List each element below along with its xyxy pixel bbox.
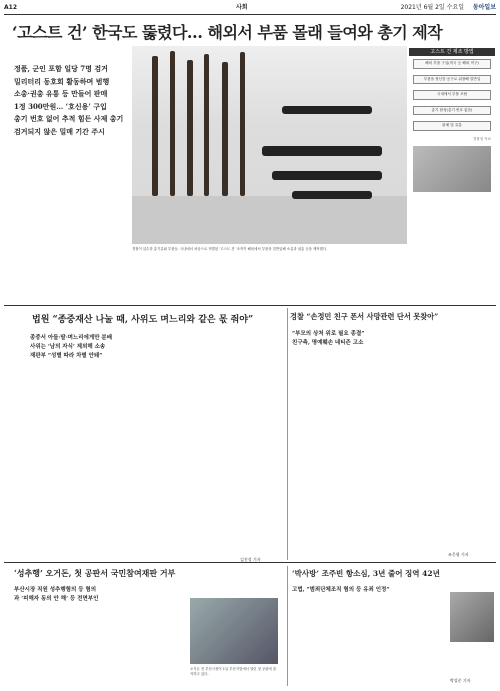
story2-subhead: 종중서 아들·딸·며느리에게만 분배 (30, 335, 113, 341)
story5-photo (450, 592, 494, 642)
lead-line: 총기 번호 없어 추적 힘든 사제 총기 (14, 114, 124, 123)
main-photo-caption: 경찰이 압수한 총기류와 부품들. 국내에서 처음으로 적발된 ‘고스트 건’ 조직이 해외에서 부품을 밀반입해 소총과 권총 등을 제작했다. (132, 247, 328, 251)
lead-line: 검거되지 않은 밀매 기간 주시 (14, 126, 105, 136)
main-body-col5 (409, 262, 495, 302)
main-body-col3 (225, 262, 315, 302)
story3-byline: 조응형 기자 (448, 552, 469, 557)
story4-subhead: 부산시장 직원 성추행혐의 등 혐의 (14, 587, 97, 593)
main-headline: ‘고스트 건’ 한국도 뚫렸다… 해외서 부품 몰래 들여와 총기 제작 (12, 23, 443, 42)
story3-subheads (292, 330, 492, 348)
divider (4, 305, 496, 306)
main-lead (14, 63, 130, 138)
story4-photo (190, 598, 278, 664)
process-step: 판매 및 유통 (413, 121, 491, 131)
process-step: 해외 부품 구입(미국 등 해외 직구) (413, 59, 491, 69)
story2-byline: 김진성 기자 (240, 557, 261, 562)
guns-illustration (132, 46, 407, 244)
story5-subhead: 고법, “범죄단체조직 혐의 등 유죄 인정” (292, 587, 390, 593)
story3-headline: 경찰 “손정민 친구 폰서 사망관련 단서 못찾아” (290, 312, 439, 321)
story3-body (292, 352, 492, 552)
lead-line: 정품, 군인 포함 일당 7명 검거 (14, 64, 108, 73)
story4-headline: ‘성추행’ 오거돈, 첫 공판서 국민참여재판 거부 (14, 568, 176, 578)
story2-subhead: 재판부 “성별 따라 차별 안돼” (30, 353, 103, 359)
process-source: 경찰청 자료 (472, 136, 491, 141)
main-body-col2 (132, 262, 222, 302)
story4-caption: 오거돈 전 부산시장이 1일 부산지법에서 열린 첫 공판에 출석하고 있다. (190, 667, 277, 677)
section-name: 사회 (236, 4, 248, 11)
lead-line: 소총·권총 유통 등 만들어 판매 (14, 89, 108, 98)
process-step: 부품을 장난감·공구로 위장해 밀반입 (413, 75, 491, 85)
story3-subhead: 친구측, 명예훼손 네티즌 고소 (292, 340, 364, 346)
lead-line: 밀리터리 동호회 활동하며 범행 (14, 76, 110, 86)
story5-byline: 박상준 기자 (450, 678, 471, 683)
process-title: 고스트 건 제조 방법 (409, 48, 495, 56)
main-body-col1 (14, 146, 130, 246)
seized-guns-small-photo (413, 146, 491, 192)
story4-body (14, 606, 184, 686)
story5-headline: ‘박사방’ 조주빈 항소심, 3년 줄어 징역 42년 (292, 569, 440, 578)
story4-subhead: 과 ‘피해자 동의 안 해’ 등 전면부인 (14, 596, 99, 602)
page-header (4, 2, 496, 15)
main-body-col4 (318, 262, 406, 302)
newspaper-logo: 동아일보 (472, 4, 496, 11)
story2-headline: 법원 “종중재산 나눌 때, 사위도 며느리와 같은 몫 줘야” (32, 315, 254, 325)
page-number: A12 (4, 4, 17, 11)
issue-date: 2021년 6월 2일 수요일 (400, 4, 464, 11)
story2-subheads (30, 334, 130, 361)
process-step: 국내에서 부품 조립 (413, 90, 491, 100)
story3-subhead: “부모의 상처 위로 필요 종결” (292, 331, 365, 337)
divider (4, 562, 496, 563)
lead-line: 1정 300만원… ‘호신용’ 구입 (14, 101, 107, 111)
process-step: 총기 완성(총기 번호 없음) (413, 106, 491, 116)
seized-guns-photo (132, 46, 407, 244)
story5-body (292, 600, 442, 684)
story2-subhead: 사위는 ‘남의 자식’ 제외해 소송 (30, 344, 106, 350)
column-divider (287, 566, 288, 686)
story2-body (30, 368, 280, 556)
ghost-gun-process-box (409, 48, 495, 248)
column-divider (287, 308, 288, 560)
